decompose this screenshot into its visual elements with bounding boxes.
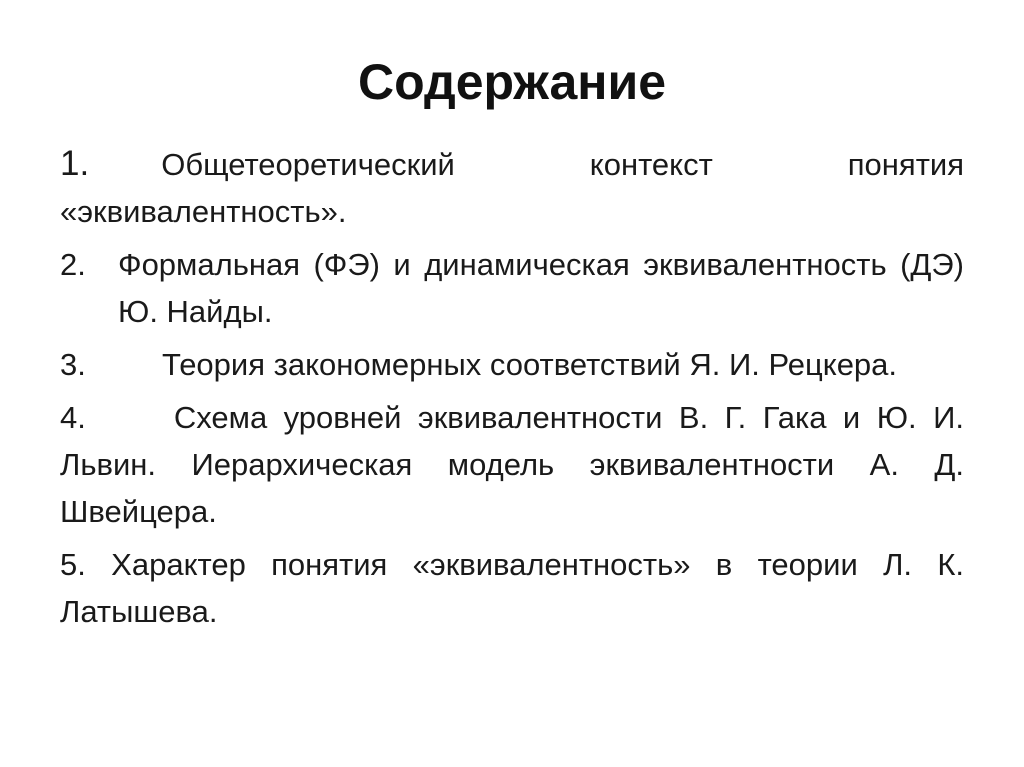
slide-title: Содержание — [357, 54, 667, 110]
item-text: Теория закономерных соответствий Я. И. Рецкера. — [162, 347, 898, 382]
list-item-3 — [60, 341, 964, 388]
item-number: 2. — [60, 247, 86, 282]
item-text: Общетеоретический контекст понятия «эквивалентность». — [60, 147, 964, 229]
contents-list — [60, 140, 964, 641]
item-number: 4. — [60, 400, 86, 435]
list-item-4 — [60, 394, 964, 535]
item-text: Схема уровней эквивалентности В. Г. Гака и Ю. И. Львин. Иерархическая модель эквивалентности А. Д. Швейцера. — [60, 400, 964, 529]
item-text: Формальная (ФЭ) и динамическая эквивалентность (ДЭ) Ю. Найды. — [118, 247, 964, 329]
item-number: 1. — [60, 144, 90, 183]
item-number: 3. — [60, 347, 86, 382]
list-item-2 — [60, 241, 964, 335]
list-item-5 — [60, 541, 964, 635]
list-item-1 — [60, 140, 964, 235]
item-number: 5. — [60, 547, 86, 582]
item-text: Характер понятия «эквивалентность» в теории Л. К. Латышева. — [60, 547, 965, 629]
